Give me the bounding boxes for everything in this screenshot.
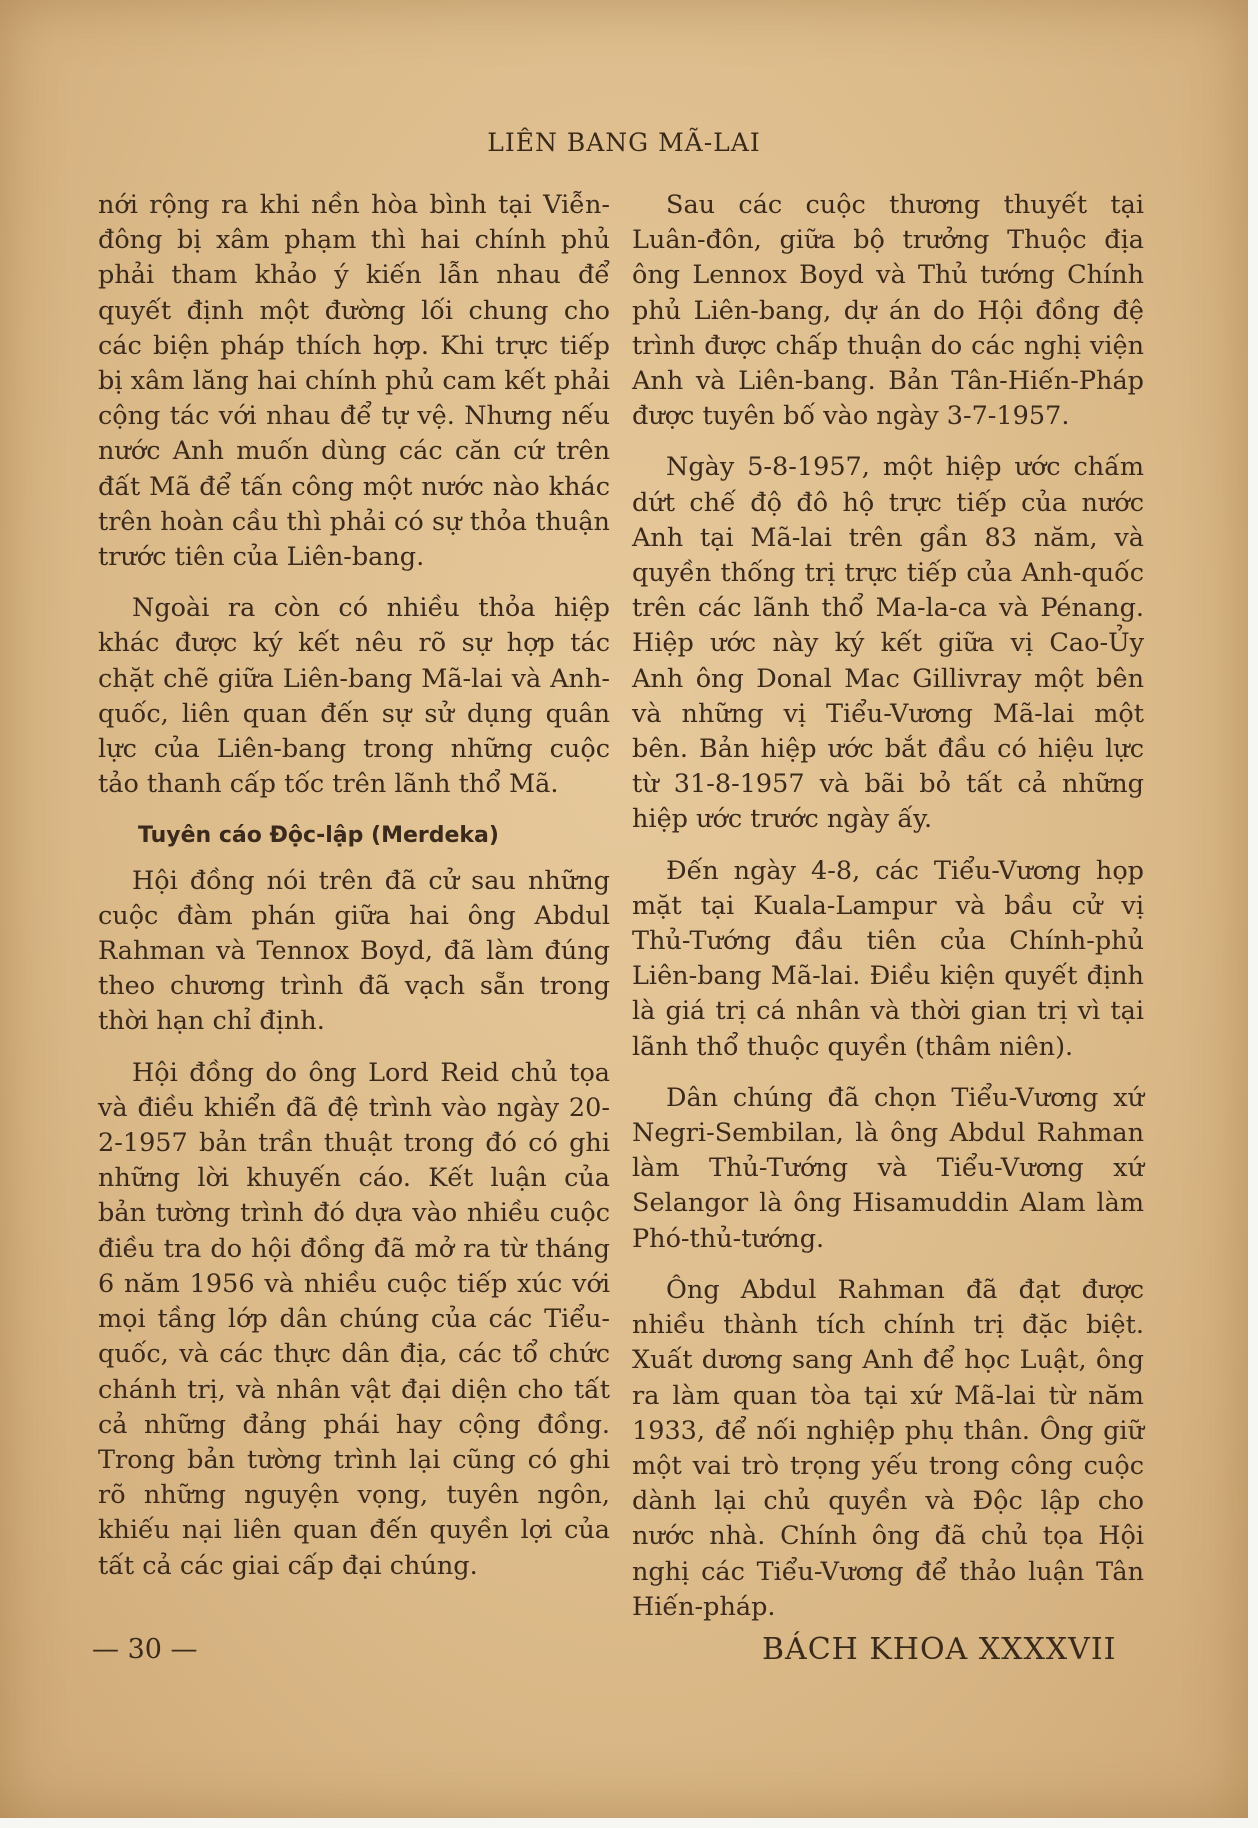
left-column bbox=[98, 188, 610, 1600]
paragraph: Dân chúng đã chọn Tiểu-Vương xứ Negri-Sembilan, là ông Abdul Rahman làm Thủ-Tướng và Tiểu-Vương xứ Selangor là ông Hisamuddin Alam làm Phó-thủ-tướng. bbox=[632, 1082, 1144, 1254]
section-heading: Tuyên cáo Độc-lập (Merdeka) bbox=[138, 823, 499, 849]
right-column bbox=[632, 188, 1144, 1641]
paragraph: Sau các cuộc thương thuyết tại Luân-đôn, giữa bộ trưởng Thuộc địa ông Lennox Boyd và Thủ tướng Chính phủ Liên-bang, dự án do Hội đồng đệ trình được chấp thuận do các nghị viện Anh và Liên-bang. Bản Tân-Hiến-Pháp được tuyên bố vào ngày 3-7-1957. bbox=[632, 190, 1144, 432]
running-header: LIÊN BANG MÃ-LAI bbox=[487, 128, 761, 157]
paragraph: nới rộng ra khi nền hòa bình tại Viễn-đông bị xâm phạm thì hai chính phủ phải tham khảo ý kiến lẫn nhau để quyết định một đường lối chung cho các biện pháp thích hợp. Khi trực tiếp bị xâm lăng hai chính phủ cam kết phải cộng tác với nhau để tự vệ. Nhưng nếu nước Anh muốn dùng các căn cứ trên đất Mã để tấn công một nước nào khác trên hoàn cầu thì phải có sự thỏa thuận trước tiên của Liên-bang. bbox=[98, 190, 610, 573]
paragraph: Đến ngày 4-8, các Tiểu-Vương họp mặt tại Kuala-Lampur và bầu cử vị Thủ-Tướng đầu tiên của Chính-phủ Liên-bang Mã-lai. Điều kiện quyết định là giá trị cá nhân và thời gian trị vì tại lãnh thổ thuộc quyền (thâm niên). bbox=[632, 855, 1144, 1062]
paragraph: Ngày 5-8-1957, một hiệp ước chấm dứt chế độ đô hộ trực tiếp của nước Anh tại Mã-lai trên gần 83 năm, và quyền thống trị trực tiếp của Anh-quốc trên các lãnh thổ Ma-la-ca và Pénang. Hiệp ước này ký kết giữa vị Cao-Ủy Anh ông Donal Mac Gillivray một bên và những vị Tiểu-Vương Mã-lai một bên. Bản hiệp ước bắt đầu có hiệu lực từ 31-8-1957 và bãi bỏ tất cả những hiệp ước trước ngày ấy. bbox=[632, 452, 1144, 835]
page-number: — 30 — bbox=[92, 1634, 198, 1665]
paragraph: Hội đồng nói trên đã cử sau những cuộc đàm phán giữa hai ông Abdul Rahman và Tennox Boyd, đã làm đúng theo chương trình đã vạch sẵn trong thời hạn chỉ định. bbox=[98, 865, 610, 1037]
magazine-title: BÁCH KHOA XXXXVII bbox=[762, 1632, 1117, 1667]
paragraph: Ngoài ra còn có nhiều thỏa hiệp khác được ký kết nêu rõ sự hợp tác chặt chẽ giữa Liên-bang Mã-lai và Anh-quốc, liên quan đến sự sử dụng quân lực của Liên-bang trong những cuộc tảo thanh cấp tốc trên lãnh thổ Mã. bbox=[98, 593, 610, 800]
paragraph: Ông Abdul Rahman đã đạt được nhiều thành tích chính trị đặc biệt. Xuất dương sang Anh để học Luật, ông ra làm quan tòa tại xứ Mã-lai từ năm 1933, để nối nghiệp phụ thân. Ông giữ một vai trò trọng yếu trong công cuộc dành lại chủ quyền và Độc lập cho nước nhà. Chính ông đã chủ tọa Hội nghị các Tiểu-Vương để thảo luận Tân Hiến-pháp. bbox=[632, 1274, 1144, 1622]
paragraph: Hội đồng do ông Lord Reid chủ tọa và điều khiển đã đệ trình vào ngày 20-2-1957 bản trần thuật trong đó có ghi những lời khuyến cáo. Kết luận của bản tường trình đó dựa vào nhiều cuộc điều tra do hội đồng đã mở ra từ tháng 6 năm 1956 và nhiều cuộc tiếp xúc với mọi tầng lớp dân chúng của các Tiểu-quốc, và các thực dân địa, các tổ chức chánh trị, và nhân vật đại diện cho tất cả những đảng phái hay cộng đồng. Trong bản tường trình lại cũng có ghi rõ những nguyện vọng, tuyên ngôn, khiếu nại liên quan đến quyền lợi của tất cả các giai cấp đại chúng. bbox=[98, 1057, 610, 1581]
